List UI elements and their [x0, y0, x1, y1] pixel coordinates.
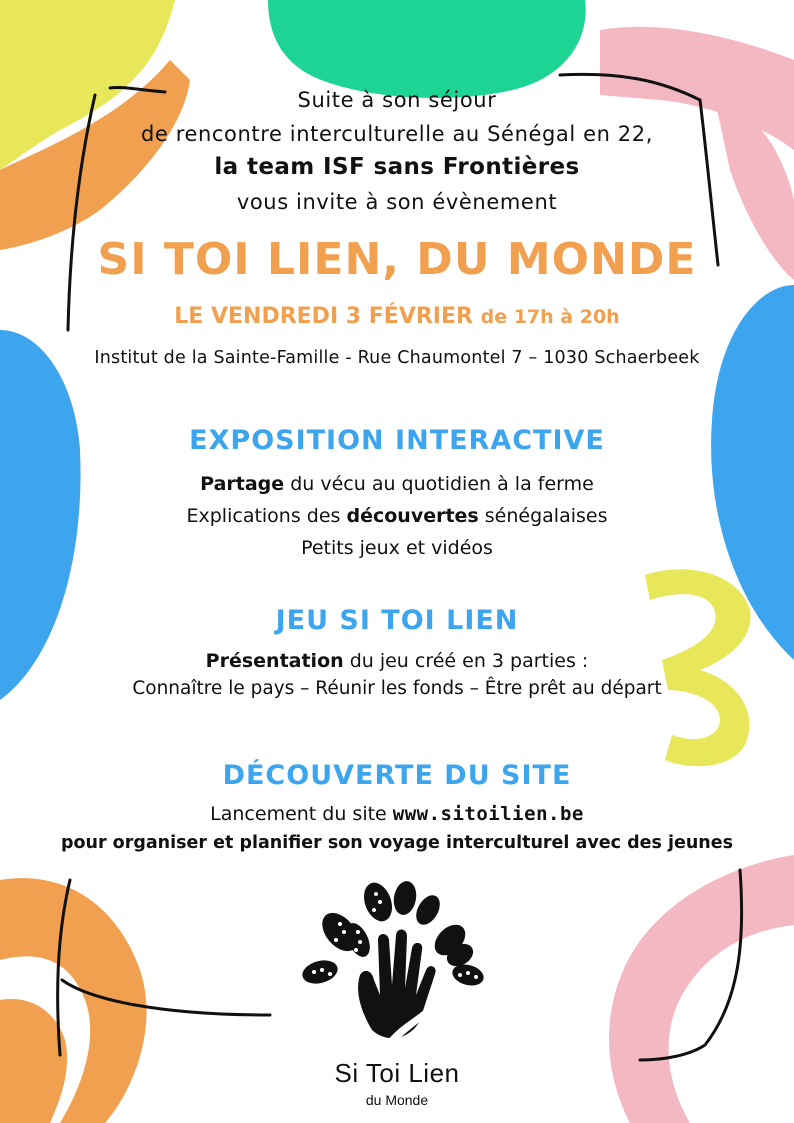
site-heading: DÉCOUVERTE DU SITE — [222, 760, 572, 791]
exposition-heading: EXPOSITION INTERACTIVE — [189, 425, 605, 456]
event-address: Institut de la Sainte-Famille - Rue Chaumontel 7 – 1030 Schaerbeek — [94, 348, 700, 368]
event-date — [0, 304, 794, 329]
logo-subtitle: du Monde — [365, 1092, 429, 1108]
jeu-line-1-rest: du jeu créé en 3 parties : — [343, 650, 589, 672]
logo-name: Si Toi Lien — [334, 1058, 460, 1088]
site-line-2: pour organiser et planifier son voyage interculturel avec des jeunes — [60, 833, 734, 853]
event-date-time: de 17h à 20h — [480, 306, 620, 328]
intro-line-2: de rencontre interculturelle au Sénégal en 22, — [140, 122, 654, 146]
exposition-line-2 — [0, 505, 794, 527]
jeu-heading: JEU SI TOI LIEN — [275, 605, 519, 636]
exposition-line-1-bold: Partage — [200, 473, 285, 495]
jeu-line-1-bold: Présentation — [205, 650, 344, 672]
exposition-line-2-start: Explications des — [186, 505, 347, 527]
intro-line-4: vous invite à son évènement — [236, 190, 558, 214]
intro-team-name: la team ISF sans Frontières — [214, 154, 580, 180]
site-url-link[interactable]: www.sitoilien.be — [392, 803, 584, 825]
exposition-line-1-rest: du vécu au quotidien à la ferme — [284, 473, 594, 495]
hands-leaves-icon — [300, 880, 490, 1060]
exposition-line-1 — [0, 473, 794, 495]
exposition-line-2-end: sénégalaises — [478, 505, 608, 527]
green-brush-circle-top — [268, 0, 586, 98]
site-line-1-start: Lancement du site — [210, 803, 393, 825]
exposition-line-3: Petits jeux et vidéos — [301, 537, 493, 559]
event-title: SI TOI LIEN, DU MONDE — [97, 234, 697, 285]
intro-line-1: Suite à son séjour — [297, 88, 497, 112]
event-date-day: LE VENDREDI 3 FÉVRIER — [174, 304, 473, 329]
site-line-1 — [0, 803, 794, 825]
jeu-line-1 — [0, 650, 794, 672]
exposition-line-2-bold: découvertes — [346, 505, 479, 527]
jeu-line-2: Connaître le pays – Réunir les fonds – Être prêt au départ — [132, 678, 662, 699]
